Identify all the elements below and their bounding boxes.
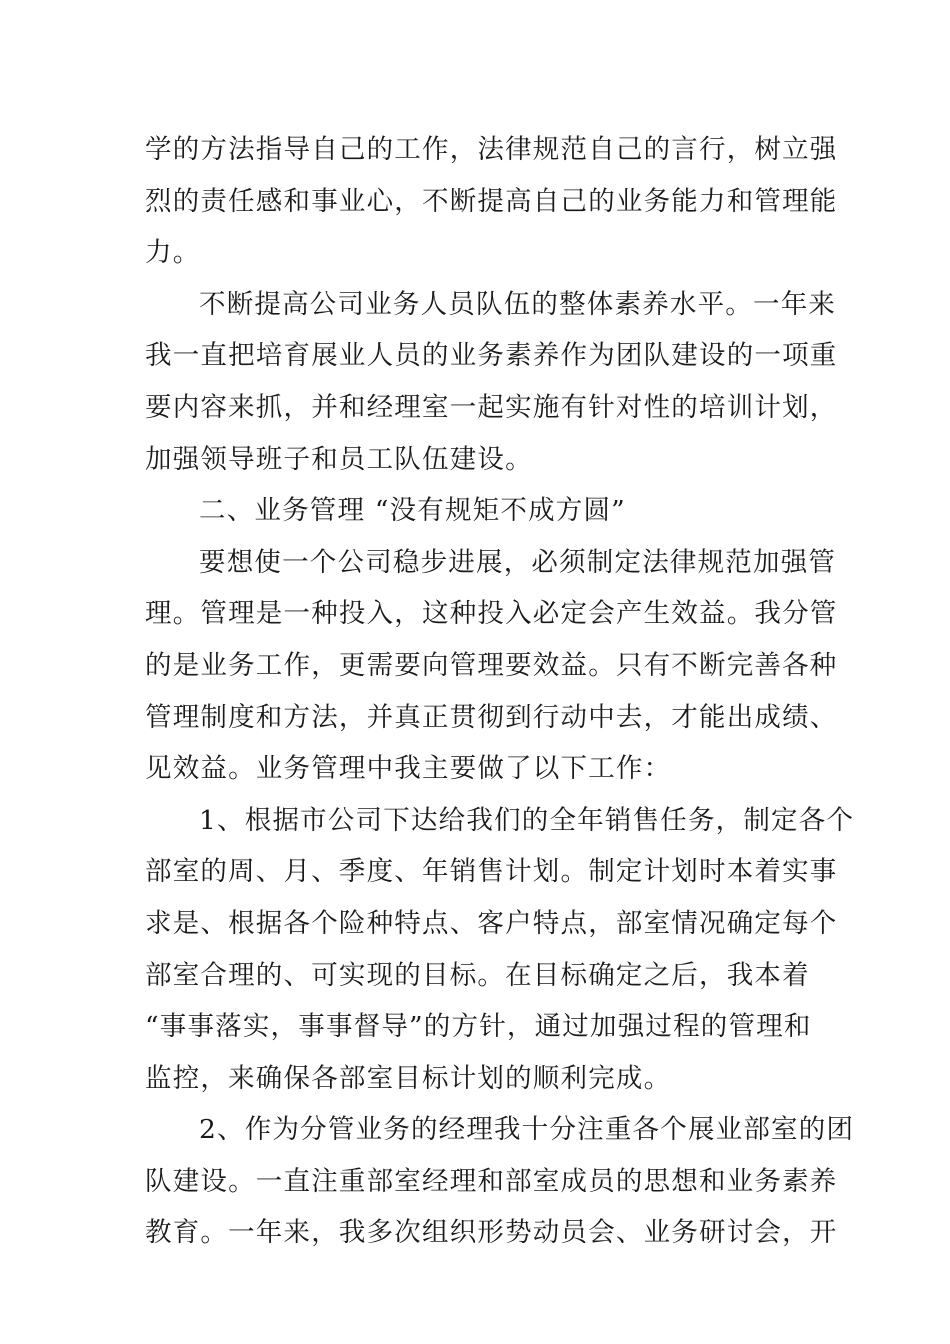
- document-body: [145, 124, 855, 1259]
- paragraph-start-line: 1、根据市公司下达给我们的全年销售任务，制定各个: [199, 804, 855, 836]
- text-line: “事事落实，事事督导”的方针，通过加强过程的管理和: [145, 1011, 812, 1043]
- text-line: 监控，来确保各部室目标计划的顺利完成。: [145, 1062, 672, 1094]
- text-line: 的是业务工作，更需要向管理要效益。只有不断完善各种: [145, 649, 838, 681]
- paragraph-start-line: 不断提高公司业务人员队伍的整体素养水平。一年来: [199, 288, 837, 320]
- text-line: 要内容来抓，并和经理室一起实施有针对性的培训计划，: [145, 391, 838, 423]
- text-line: 求是、根据各个险种特点、客户特点，部室情况确定每个: [145, 907, 838, 939]
- text-line: 部室的周、月、季度、年销售计划。制定计划时本着实事: [145, 856, 838, 888]
- text-line: 管理制度和方法，并真正贯彻到行动中去，才能出成绩、: [145, 701, 838, 733]
- text-line: 理。管理是一种投入，这种投入必定会产生效益。我分管: [145, 598, 838, 630]
- text-line: 我一直把培育展业人员的业务素养作为团队建设的一项重: [145, 340, 838, 372]
- paragraph-start-line: 2、作为分管业务的经理我十分注重各个展业部室的团: [199, 1114, 855, 1146]
- paragraph-start-line: 要想使一个公司稳步进展，必须制定法律规范加强管: [199, 546, 837, 578]
- text-line: 力。: [145, 237, 201, 269]
- section-heading: 二、业务管理 “没有规矩不成方圆”: [199, 495, 626, 527]
- text-line: 部室合理的、可实现的目标。在目标确定之后，我本着: [145, 959, 810, 991]
- text-line: 队建设。一直注重部室经理和部室成员的思想和业务素养: [145, 1165, 838, 1197]
- text-line: 学的方法指导自己的工作，法律规范自己的言行，树立强: [145, 134, 838, 165]
- text-line: 见效益。业务管理中我主要做了以下工作：: [145, 753, 672, 785]
- text-line: 教育。一年来，我多次组织形势动员会、业务研讨会，开: [145, 1217, 838, 1249]
- text-line: 加强领导班子和员工队伍建设。: [145, 443, 533, 475]
- text-line: 烈的责任感和事业心，不断提高自己的业务能力和管理能: [145, 185, 838, 217]
